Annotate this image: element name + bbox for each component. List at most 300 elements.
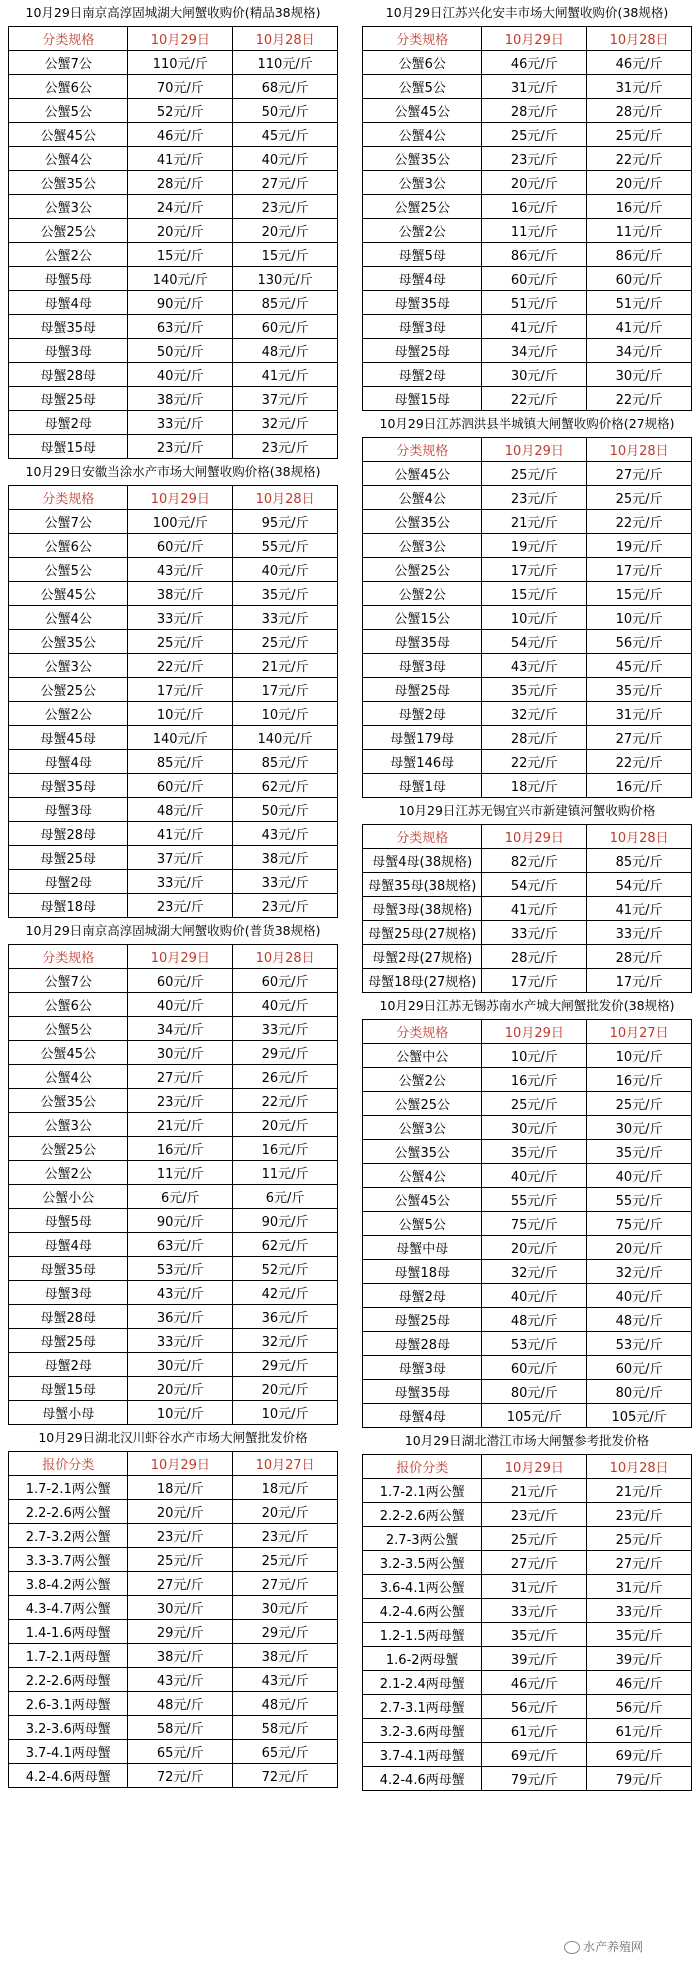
price-block-jiangsu-wuxi-yixing-xinjian: [362, 798, 692, 993]
right-column: [362, 0, 692, 1791]
spec-cell: 2.6-3.1两母蟹: [9, 1692, 128, 1716]
table-row: [9, 1524, 338, 1548]
table-row: [363, 750, 692, 774]
price-cell: 32元/斤: [233, 1329, 338, 1353]
price-cell: 45元/斤: [233, 123, 338, 147]
table-row: [9, 1329, 338, 1353]
price-cell: 54元/斤: [587, 873, 692, 897]
price-cell: 32元/斤: [482, 702, 587, 726]
table-row: [363, 969, 692, 993]
wechat-icon: [564, 1941, 580, 1954]
table-row: [363, 558, 692, 582]
price-block-jiangsu-wuxi-sunan: [362, 993, 692, 1428]
table-row: [363, 1671, 692, 1695]
spec-cell: 母蟹3母: [9, 798, 128, 822]
table-row: [363, 1260, 692, 1284]
price-cell: 20元/斤: [587, 171, 692, 195]
price-cell: 35元/斤: [482, 678, 587, 702]
column-header: 10月29日: [128, 486, 233, 510]
spec-cell: 3.6-4.1两公蟹: [363, 1575, 482, 1599]
price-cell: 33元/斤: [482, 921, 587, 945]
block-title: 10月29日江苏无锡苏南水产城大闸蟹批发价(38规格): [379, 998, 675, 1013]
price-table: [362, 437, 692, 798]
column-header: 分类规格: [363, 438, 482, 462]
price-cell: 33元/斤: [587, 921, 692, 945]
table-row: [363, 1623, 692, 1647]
price-cell: 48元/斤: [128, 1692, 233, 1716]
table-row: [9, 1401, 338, 1425]
price-cell: 22元/斤: [587, 387, 692, 411]
table-row: [363, 1551, 692, 1575]
price-cell: 60元/斤: [482, 267, 587, 291]
table-row: [9, 702, 338, 726]
block-title: 10月29日南京高淳固城湖大闸蟹收购价(精品38规格): [25, 5, 321, 20]
table-row: [9, 1377, 338, 1401]
table-row: [9, 630, 338, 654]
price-cell: 25元/斤: [587, 1092, 692, 1116]
price-cell: 11元/斤: [587, 219, 692, 243]
column-header: 10月29日: [482, 27, 587, 51]
price-cell: 23元/斤: [482, 147, 587, 171]
table-row: [9, 99, 338, 123]
price-cell: 26元/斤: [233, 1065, 338, 1089]
price-cell: 20元/斤: [128, 1377, 233, 1401]
table-row: [363, 363, 692, 387]
price-cell: 29元/斤: [233, 1353, 338, 1377]
spec-cell: 母蟹35母: [9, 1257, 128, 1281]
price-cell: 100元/斤: [128, 510, 233, 534]
price-cell: 22元/斤: [482, 750, 587, 774]
price-cell: 23元/斤: [233, 894, 338, 918]
table-row: [363, 1599, 692, 1623]
price-cell: 37元/斤: [233, 387, 338, 411]
table-row: [9, 558, 338, 582]
price-cell: 16元/斤: [587, 1068, 692, 1092]
table-row: [363, 1479, 692, 1503]
price-cell: 19元/斤: [482, 534, 587, 558]
price-cell: 40元/斤: [587, 1284, 692, 1308]
column-header: 10月28日: [587, 438, 692, 462]
price-cell: 10元/斤: [482, 606, 587, 630]
table-row: [9, 219, 338, 243]
price-cell: 30元/斤: [587, 363, 692, 387]
table-row: [363, 219, 692, 243]
price-cell: 21元/斤: [233, 654, 338, 678]
price-cell: 43元/斤: [128, 1668, 233, 1692]
table-row: [9, 435, 338, 459]
table-row: [363, 1308, 692, 1332]
price-cell: 20元/斤: [128, 1500, 233, 1524]
price-table: [8, 26, 338, 459]
spec-cell: 公蟹4公: [9, 606, 128, 630]
price-cell: 23元/斤: [233, 435, 338, 459]
spec-cell: 公蟹25公: [363, 1092, 482, 1116]
price-cell: 20元/斤: [482, 171, 587, 195]
table-header-row: [363, 1455, 692, 1479]
spec-cell: 母蟹4母: [363, 267, 482, 291]
table-header-row: [363, 27, 692, 51]
table-row: [363, 243, 692, 267]
price-cell: 22元/斤: [587, 147, 692, 171]
table-row: [363, 291, 692, 315]
price-cell: 11元/斤: [233, 1161, 338, 1185]
table-row: [9, 582, 338, 606]
price-cell: 33元/斤: [482, 1599, 587, 1623]
table-row: [9, 1209, 338, 1233]
price-cell: 27元/斤: [233, 1572, 338, 1596]
price-cell: 52元/斤: [233, 1257, 338, 1281]
table-row: [9, 774, 338, 798]
price-cell: 38元/斤: [233, 846, 338, 870]
table-row: [363, 123, 692, 147]
spec-cell: 公蟹35公: [363, 510, 482, 534]
price-cell: 25元/斤: [587, 486, 692, 510]
spec-cell: 公蟹5公: [9, 99, 128, 123]
price-cell: 21元/斤: [587, 1479, 692, 1503]
price-cell: 25元/斤: [128, 630, 233, 654]
table-row: [363, 1743, 692, 1767]
table-row: [363, 171, 692, 195]
table-row: [363, 606, 692, 630]
spec-cell: 2.2-2.6两公蟹: [9, 1500, 128, 1524]
price-cell: 23元/斤: [587, 1503, 692, 1527]
spec-cell: 母蟹3母: [363, 1356, 482, 1380]
price-cell: 95元/斤: [233, 510, 338, 534]
price-cell: 90元/斤: [233, 1209, 338, 1233]
table-row: [9, 1353, 338, 1377]
table-row: [9, 750, 338, 774]
price-cell: 43元/斤: [233, 1668, 338, 1692]
price-cell: 140元/斤: [233, 726, 338, 750]
price-cell: 30元/斤: [482, 363, 587, 387]
spec-cell: 母蟹5母: [9, 267, 128, 291]
table-row: [363, 195, 692, 219]
table-row: [363, 315, 692, 339]
price-cell: 28元/斤: [128, 171, 233, 195]
spec-cell: 4.2-4.6两母蟹: [363, 1767, 482, 1791]
price-cell: 75元/斤: [587, 1212, 692, 1236]
price-cell: 17元/斤: [587, 558, 692, 582]
price-cell: 27元/斤: [128, 1572, 233, 1596]
price-cell: 23元/斤: [128, 435, 233, 459]
spec-cell: 母蟹18母(27规格): [363, 969, 482, 993]
spec-cell: 公蟹4公: [363, 123, 482, 147]
spec-cell: 1.7-2.1两母蟹: [9, 1644, 128, 1668]
price-cell: 48元/斤: [233, 1692, 338, 1716]
spec-cell: 母蟹4母(38规格): [363, 849, 482, 873]
price-cell: 33元/斤: [233, 870, 338, 894]
price-cell: 24元/斤: [128, 195, 233, 219]
price-block-hubei-qianjiang: [362, 1428, 692, 1791]
spec-cell: 公蟹45公: [9, 1041, 128, 1065]
table-row: [9, 363, 338, 387]
price-block-jiangsu-xinghua-anfeng: [362, 0, 692, 411]
spec-cell: 母蟹35母: [363, 630, 482, 654]
price-cell: 10元/斤: [587, 1044, 692, 1068]
spec-cell: 公蟹3公: [9, 1113, 128, 1137]
table-row: [9, 534, 338, 558]
spec-cell: 母蟹2母(27规格): [363, 945, 482, 969]
price-cell: 32元/斤: [233, 411, 338, 435]
spec-cell: 公蟹7公: [9, 51, 128, 75]
table-row: [363, 1527, 692, 1551]
table-header-row: [363, 1020, 692, 1044]
price-cell: 46元/斤: [587, 1671, 692, 1695]
spec-cell: 2.7-3.1两母蟹: [363, 1695, 482, 1719]
table-row: [9, 411, 338, 435]
spec-cell: 公蟹4公: [363, 1164, 482, 1188]
spec-cell: 公蟹45公: [9, 123, 128, 147]
price-cell: 53元/斤: [482, 1332, 587, 1356]
price-cell: 41元/斤: [233, 363, 338, 387]
price-cell: 50元/斤: [233, 99, 338, 123]
price-cell: 33元/斤: [128, 1329, 233, 1353]
table-row: [363, 1188, 692, 1212]
table-row: [9, 1740, 338, 1764]
column-header: 报价分类: [363, 1455, 482, 1479]
spec-cell: 3.7-4.1两母蟹: [9, 1740, 128, 1764]
spec-cell: 4.2-4.6两母蟹: [9, 1764, 128, 1788]
table-row: [363, 849, 692, 873]
spec-cell: 公蟹25公: [9, 1137, 128, 1161]
left-column: [8, 0, 338, 1788]
spec-cell: 公蟹35公: [9, 1089, 128, 1113]
price-block-jiangsu-sihong-banchengzhen: [362, 411, 692, 798]
price-cell: 48元/斤: [482, 1308, 587, 1332]
price-cell: 30元/斤: [587, 1116, 692, 1140]
column-header: 10月29日: [128, 1452, 233, 1476]
price-cell: 36元/斤: [128, 1305, 233, 1329]
price-cell: 65元/斤: [233, 1740, 338, 1764]
spec-cell: 公蟹2公: [9, 1161, 128, 1185]
price-cell: 45元/斤: [587, 654, 692, 678]
price-cell: 15元/斤: [587, 582, 692, 606]
price-cell: 39元/斤: [482, 1647, 587, 1671]
column-header: 分类规格: [9, 486, 128, 510]
block-title: 10月29日安徽当涂水产市场大闸蟹收购价格(38规格): [25, 464, 321, 479]
column-header: 10月27日: [587, 1020, 692, 1044]
spec-cell: 公蟹4公: [9, 1065, 128, 1089]
table-row: [363, 774, 692, 798]
price-cell: 40元/斤: [482, 1164, 587, 1188]
price-block-nanjing-gaochun-puhuo: [8, 918, 338, 1425]
price-cell: 34元/斤: [482, 339, 587, 363]
price-cell: 35元/斤: [587, 1140, 692, 1164]
table-row: [363, 1332, 692, 1356]
price-cell: 10元/斤: [128, 1401, 233, 1425]
price-cell: 85元/斤: [233, 291, 338, 315]
price-cell: 41元/斤: [587, 315, 692, 339]
table-header-row: [9, 486, 338, 510]
table-row: [363, 1719, 692, 1743]
spec-cell: 公蟹5公: [363, 1212, 482, 1236]
price-cell: 79元/斤: [482, 1767, 587, 1791]
price-cell: 69元/斤: [482, 1743, 587, 1767]
price-cell: 10元/斤: [482, 1044, 587, 1068]
table-row: [9, 1089, 338, 1113]
column-header: 10月28日: [233, 486, 338, 510]
price-cell: 36元/斤: [233, 1305, 338, 1329]
table-row: [363, 726, 692, 750]
table-row: [9, 993, 338, 1017]
price-cell: 60元/斤: [482, 1356, 587, 1380]
price-cell: 50元/斤: [128, 339, 233, 363]
price-cell: 40元/斤: [233, 147, 338, 171]
spec-cell: 公蟹35公: [9, 630, 128, 654]
price-cell: 40元/斤: [128, 363, 233, 387]
price-cell: 22元/斤: [587, 750, 692, 774]
spec-cell: 公蟹45公: [363, 462, 482, 486]
price-cell: 62元/斤: [233, 774, 338, 798]
spec-cell: 母蟹4母: [9, 1233, 128, 1257]
table-row: [9, 1500, 338, 1524]
table-row: [363, 1356, 692, 1380]
column-header: 10月29日: [128, 27, 233, 51]
price-cell: 63元/斤: [128, 315, 233, 339]
price-cell: 41元/斤: [128, 147, 233, 171]
price-cell: 43元/斤: [128, 558, 233, 582]
spec-cell: 母蟹25母: [363, 1308, 482, 1332]
price-cell: 33元/斤: [233, 1017, 338, 1041]
table-row: [9, 1065, 338, 1089]
price-cell: 43元/斤: [128, 1281, 233, 1305]
table-row: [363, 51, 692, 75]
price-cell: 23元/斤: [482, 1503, 587, 1527]
price-cell: 29元/斤: [128, 1620, 233, 1644]
price-cell: 20元/斤: [233, 1500, 338, 1524]
price-cell: 22元/斤: [233, 1089, 338, 1113]
price-cell: 35元/斤: [482, 1140, 587, 1164]
price-cell: 60元/斤: [587, 1356, 692, 1380]
price-cell: 16元/斤: [482, 1068, 587, 1092]
table-row: [363, 702, 692, 726]
price-cell: 34元/斤: [587, 339, 692, 363]
price-cell: 31元/斤: [482, 1575, 587, 1599]
block-title: 10月29日湖北汉川虾谷水产市场大闸蟹批发价格: [38, 1430, 308, 1445]
spec-cell: 母蟹3母: [9, 339, 128, 363]
spec-cell: 3.2-3.6两母蟹: [363, 1719, 482, 1743]
spec-cell: 母蟹28母: [363, 1332, 482, 1356]
price-cell: 16元/斤: [233, 1137, 338, 1161]
price-cell: 40元/斤: [233, 558, 338, 582]
price-cell: 23元/斤: [128, 894, 233, 918]
price-cell: 30元/斤: [128, 1353, 233, 1377]
spec-cell: 公蟹3公: [363, 171, 482, 195]
table-row: [363, 582, 692, 606]
table-row: [363, 678, 692, 702]
spec-cell: 3.8-4.2两公蟹: [9, 1572, 128, 1596]
spec-cell: 公蟹15公: [363, 606, 482, 630]
spec-cell: 母蟹2母: [363, 363, 482, 387]
price-cell: 27元/斤: [587, 726, 692, 750]
price-cell: 60元/斤: [233, 315, 338, 339]
spec-cell: 公蟹25公: [363, 558, 482, 582]
spec-cell: 母蟹5母: [363, 243, 482, 267]
price-cell: 110元/斤: [128, 51, 233, 75]
price-cell: 79元/斤: [587, 1767, 692, 1791]
spec-cell: 母蟹15母: [9, 1377, 128, 1401]
spec-cell: 1.2-1.5两母蟹: [363, 1623, 482, 1647]
price-cell: 41元/斤: [587, 897, 692, 921]
spec-cell: 母蟹35母: [9, 315, 128, 339]
table-row: [9, 243, 338, 267]
table-row: [9, 1692, 338, 1716]
spec-cell: 母蟹15母: [363, 387, 482, 411]
price-cell: 29元/斤: [233, 1041, 338, 1065]
table-row: [9, 387, 338, 411]
price-table: [362, 26, 692, 411]
price-cell: 41元/斤: [482, 315, 587, 339]
price-cell: 23元/斤: [128, 1524, 233, 1548]
price-cell: 18元/斤: [233, 1476, 338, 1500]
price-table: [8, 944, 338, 1425]
price-cell: 37元/斤: [128, 846, 233, 870]
price-cell: 27元/斤: [233, 171, 338, 195]
spec-cell: 公蟹小公: [9, 1185, 128, 1209]
price-cell: 140元/斤: [128, 267, 233, 291]
price-cell: 55元/斤: [482, 1188, 587, 1212]
spec-cell: 母蟹25母: [363, 678, 482, 702]
price-cell: 38元/斤: [128, 582, 233, 606]
price-cell: 69元/斤: [587, 1743, 692, 1767]
price-cell: 72元/斤: [233, 1764, 338, 1788]
price-cell: 40元/斤: [233, 993, 338, 1017]
column-header: 10月28日: [233, 945, 338, 969]
spec-cell: 2.7-3.2两公蟹: [9, 1524, 128, 1548]
block-title: 10月29日江苏兴化安丰市场大闸蟹收购价(38规格): [385, 5, 669, 20]
spec-cell: 2.2-2.6两母蟹: [9, 1668, 128, 1692]
spec-cell: 母蟹45母: [9, 726, 128, 750]
table-header-row: [363, 438, 692, 462]
spec-cell: 母蟹179母: [363, 726, 482, 750]
price-cell: 80元/斤: [587, 1380, 692, 1404]
column-header: 分类规格: [363, 1020, 482, 1044]
table-row: [9, 1476, 338, 1500]
price-cell: 85元/斤: [587, 849, 692, 873]
price-cell: 15元/斤: [482, 582, 587, 606]
spec-cell: 公蟹2公: [363, 219, 482, 243]
price-cell: 10元/斤: [587, 606, 692, 630]
price-cell: 10元/斤: [233, 1401, 338, 1425]
table-row: [9, 75, 338, 99]
price-table: [8, 485, 338, 918]
table-row: [363, 921, 692, 945]
spec-cell: 母蟹15母: [9, 435, 128, 459]
column-header: 分类规格: [363, 27, 482, 51]
price-cell: 28元/斤: [482, 726, 587, 750]
price-cell: 20元/斤: [482, 1236, 587, 1260]
table-row: [9, 822, 338, 846]
table-row: [363, 1575, 692, 1599]
spec-cell: 公蟹35公: [363, 1140, 482, 1164]
spec-cell: 母蟹28母: [9, 363, 128, 387]
price-cell: 63元/斤: [128, 1233, 233, 1257]
spec-cell: 母蟹5母: [9, 1209, 128, 1233]
price-block-anhui-dangtu: [8, 459, 338, 918]
table-row: [363, 1284, 692, 1308]
table-row: [9, 1305, 338, 1329]
price-cell: 32元/斤: [587, 1260, 692, 1284]
price-cell: 35元/斤: [482, 1623, 587, 1647]
price-cell: 42元/斤: [233, 1281, 338, 1305]
price-cell: 86元/斤: [587, 243, 692, 267]
price-cell: 23元/斤: [233, 1524, 338, 1548]
spec-cell: 公蟹35公: [9, 171, 128, 195]
price-cell: 60元/斤: [128, 969, 233, 993]
table-row: [9, 870, 338, 894]
column-header: 分类规格: [9, 27, 128, 51]
price-cell: 54元/斤: [482, 630, 587, 654]
